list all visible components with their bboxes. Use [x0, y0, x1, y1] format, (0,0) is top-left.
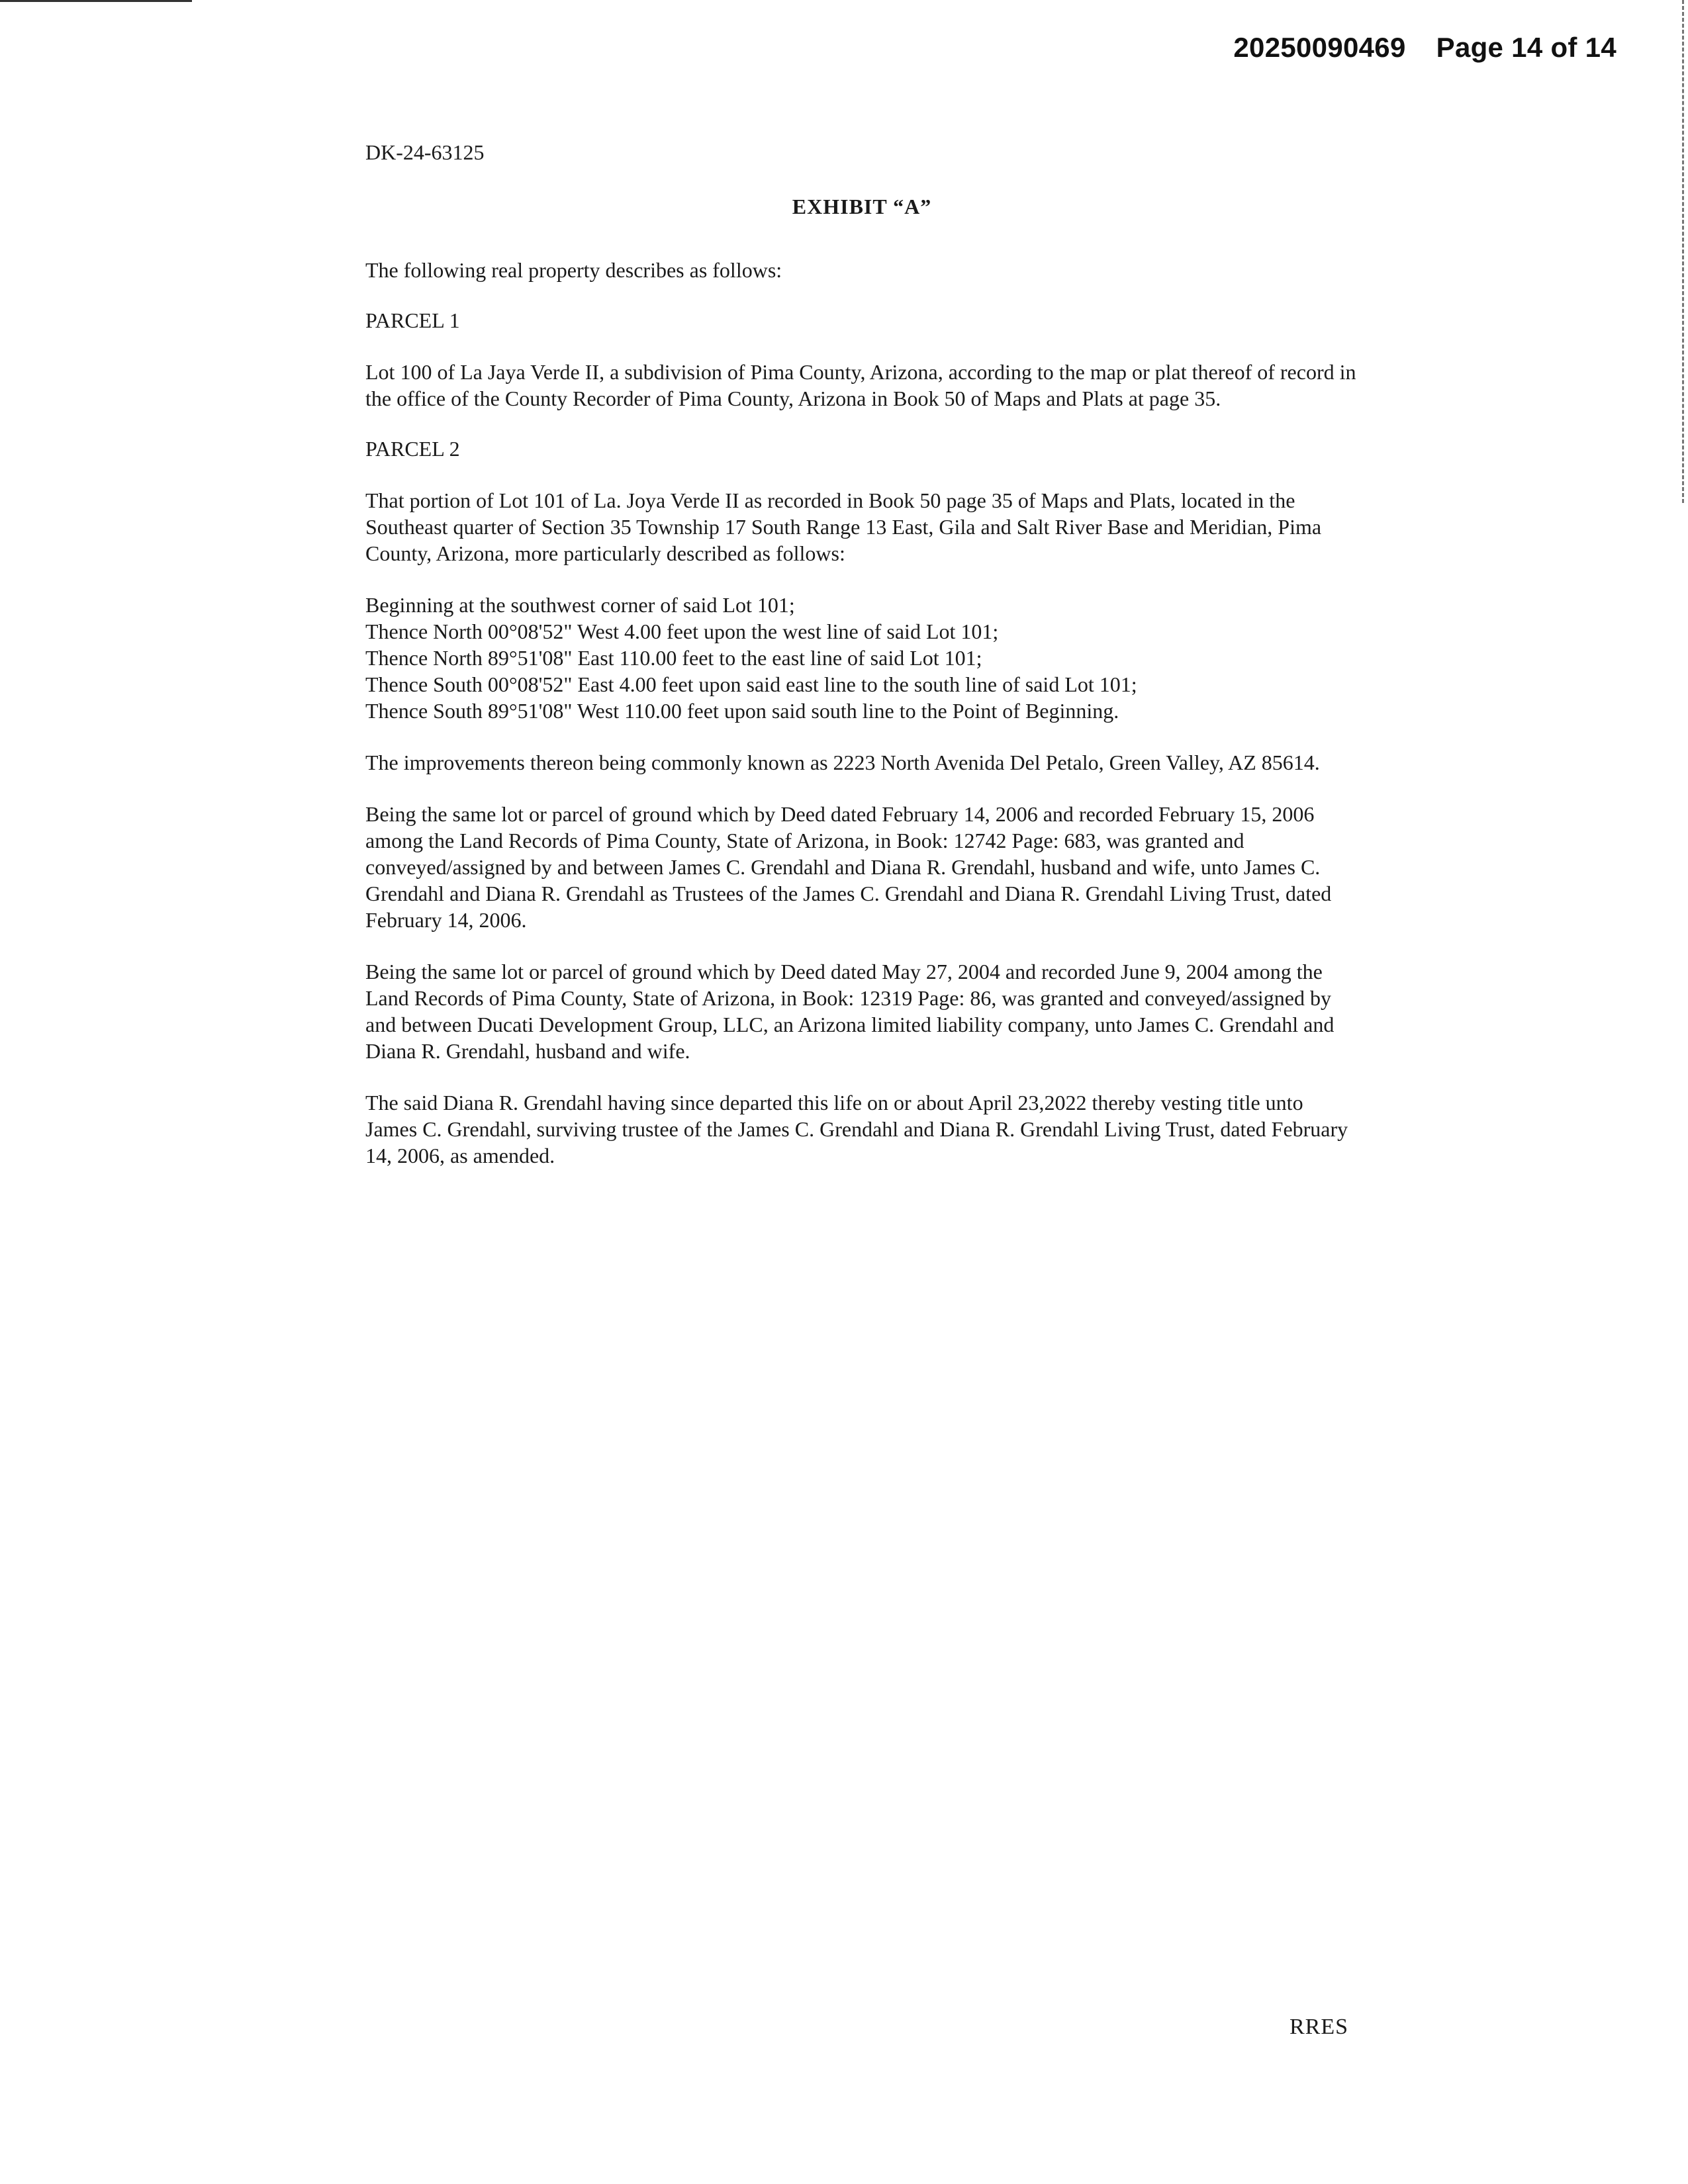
exhibit-title: EXHIBIT “A”: [792, 195, 932, 218]
course-line: Thence South 00°08'52" East 4.00 feet upon said east line to the south line of said Lot 101;: [365, 672, 1137, 696]
parcel-1-heading: PARCEL 1: [365, 308, 460, 332]
course-line: Thence South 89°51'08" West 110.00 feet upon said south line to the Point of Beginning.: [365, 699, 1119, 723]
right-edge-marks: [1680, 0, 1684, 503]
vesting-paragraph: The said Diana R. Grendahl having since departed this life on or about April 23,2022 thereby vesting title unto James C. Grendahl, surviving trustee of the James C. Grendahl and Diana R. Grendahl Living Trust, dated February 14, 2006, as amended.: [365, 1091, 1348, 1167]
reference-number: DK-24-63125: [365, 140, 485, 164]
parcel-2-description: That portion of Lot 101 of La. Joya Verde II as recorded in Book 50 page 35 of Maps and Plats, located in the Southeast quarter of Section 35 Township 17 South Range 13 East, Gila and Salt River Base and Meridian, Pima County, Arizona, more particularly described as follows:: [365, 488, 1322, 565]
deed-2006-paragraph: Being the same lot or parcel of ground which by Deed dated February 14, 2006 and recorded February 15, 2006 among the Land Records of Pima County, State of Arizona, in Book: 12742 Page: 683, was granted and conveyed/assigned by and between James C. Grendahl and Diana R. Grendahl, husband and wife, unto James C. Grendahl and Diana R. Grendahl as Trustees of the James C. Grendahl and Diana R. Grendahl Living Trust, dated February 14, 2006.: [365, 802, 1332, 932]
metes-and-bounds-list: [365, 592, 1358, 724]
top-edge-rule: [0, 0, 192, 2]
recording-number: 20250090469: [1233, 32, 1406, 63]
footer-initials: RRES: [1289, 2015, 1349, 2039]
page-label: Page 14 of 14: [1436, 32, 1617, 63]
recording-header: [1233, 32, 1617, 64]
deed-2004-paragraph: Being the same lot or parcel of ground which by Deed dated May 27, 2004 and recorded June 9, 2004 among the Land Records of Pima County, State of Arizona, in Book: 12319 Page: 86, was granted and conveyed/assigned by and between Ducati Development Group, LLC, an Arizona limited liability company, unto James C. Grendahl and Diana R. Grendahl, husband and wife.: [365, 960, 1335, 1063]
document-body: [365, 139, 1358, 1169]
intro-text: The following real property describes as follows:: [365, 258, 782, 282]
course-line: Beginning at the southwest corner of said Lot 101;: [365, 593, 795, 617]
parcel-2-heading: PARCEL 2: [365, 437, 460, 461]
course-line: Thence North 89°51'08" East 110.00 feet to the east line of said Lot 101;: [365, 646, 982, 670]
improvements-paragraph: The improvements thereon being commonly known as 2223 North Avenida Del Petalo, Green Valley, AZ 85614.: [365, 751, 1320, 774]
parcel-1-description: Lot 100 of La Jaya Verde II, a subdivision of Pima County, Arizona, according to the map or plat thereof of record in the office of the County Recorder of Pima County, Arizona in Book 50 of Maps and Plats at page 35.: [365, 360, 1356, 410]
course-line: Thence North 00°08'52" West 4.00 feet upon the west line of said Lot 101;: [365, 619, 999, 643]
